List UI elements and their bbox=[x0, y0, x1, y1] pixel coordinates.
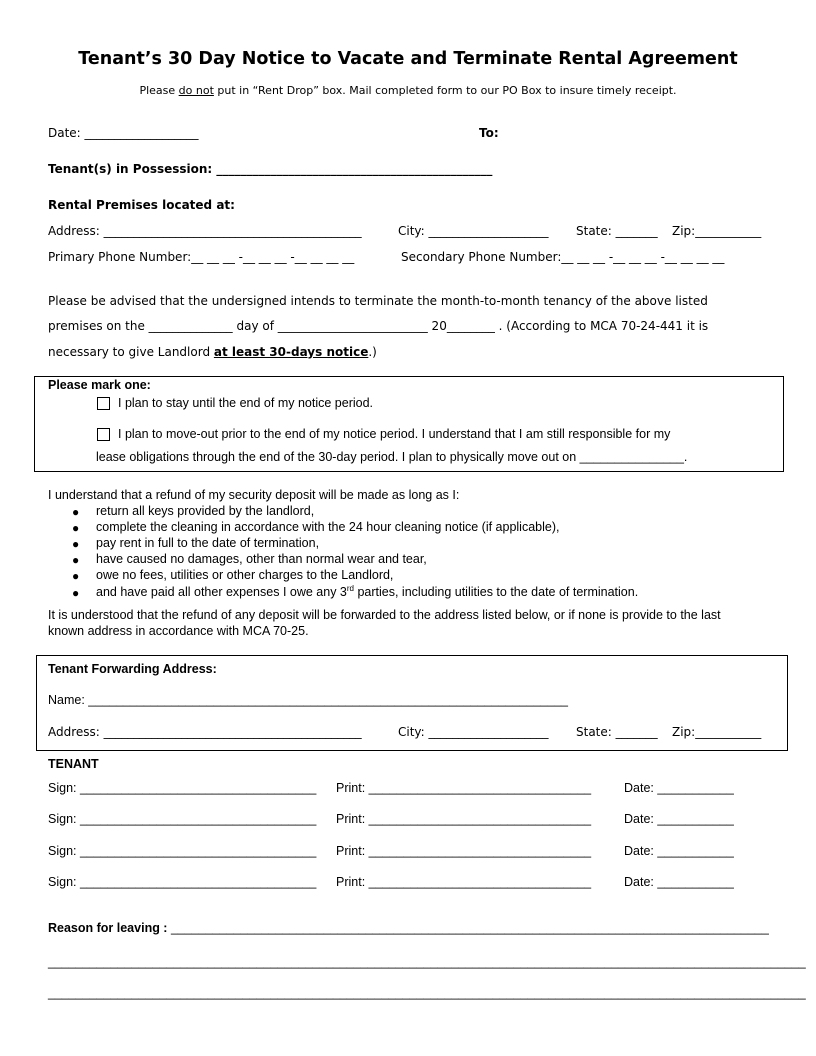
reason-line-1[interactable] bbox=[48, 921, 769, 935]
bullet-icon: ● bbox=[72, 521, 80, 535]
subtitle-post: put in “Rent Drop” box. Mail completed form to our PO Box to insure timely receipt. bbox=[213, 84, 677, 97]
sign-field[interactable]: Sign: __________________________________ bbox=[48, 844, 317, 858]
tenants-in-possession-field[interactable]: Tenant(s) in Possession: ______________________________________________ bbox=[48, 162, 493, 176]
deposit-item-last-post: parties, including utilities to the date of termination. bbox=[354, 585, 639, 600]
signature-date-field[interactable]: Date: ___________ bbox=[624, 844, 734, 858]
address-field[interactable]: Address: ___________________________________________ bbox=[48, 224, 362, 238]
stay-until-end-checkbox[interactable] bbox=[97, 397, 110, 410]
secondary-phone-field[interactable]: Secondary Phone Number:__ __ __ -__ __ __ -__ __ __ __ bbox=[401, 250, 725, 264]
advisory-line-3-post: .) bbox=[368, 345, 377, 359]
print-field[interactable]: Print: ________________________________ bbox=[336, 781, 592, 795]
deposit-intro: I understand that a refund of my security deposit will be made as long as I: bbox=[48, 488, 460, 502]
deposit-item: pay rent in full to the date of termination, bbox=[96, 536, 320, 550]
option-stay-label: I plan to stay until the end of my notice period. bbox=[118, 396, 374, 410]
forwarding-address-field[interactable]: Address: ___________________________________________ bbox=[48, 725, 362, 739]
primary-phone-field[interactable]: Primary Phone Number:__ __ __ -__ __ __ -__ __ __ __ bbox=[48, 250, 355, 264]
reason-blank[interactable]: ______________________________________________________________________________________ bbox=[170, 921, 769, 935]
advisory-line-3 bbox=[48, 345, 377, 359]
subtitle-pre: Please bbox=[139, 84, 179, 97]
sign-field[interactable]: Sign: __________________________________ bbox=[48, 875, 317, 889]
forwarding-heading: Tenant Forwarding Address: bbox=[48, 662, 217, 676]
signature-date-field[interactable]: Date: ___________ bbox=[624, 875, 734, 889]
signature-date-field[interactable]: Date: ___________ bbox=[624, 781, 734, 795]
bullet-icon: ● bbox=[72, 569, 80, 583]
reason-line-2[interactable]: _____________________________________________________________________________________________________________ bbox=[48, 955, 806, 969]
refund-line-1: It is understood that the refund of any deposit will be forwarded to the address listed below, or if none is provide to the last bbox=[48, 608, 721, 622]
subtitle-emphasis: do not bbox=[178, 84, 214, 97]
refund-line-2: known address in accordance with MCA 70-25. bbox=[48, 624, 309, 638]
print-field[interactable]: Print: ________________________________ bbox=[336, 875, 592, 889]
advisory-emphasis: at least 30-days notice bbox=[213, 345, 369, 359]
bullet-icon: ● bbox=[72, 586, 80, 600]
move-out-early-checkbox[interactable] bbox=[97, 428, 110, 441]
deposit-item: return all keys provided by the landlord, bbox=[96, 504, 315, 518]
forwarding-city-field[interactable]: City: ____________________ bbox=[398, 725, 549, 739]
signature-date-field[interactable]: Date: ___________ bbox=[624, 812, 734, 826]
deposit-item-last bbox=[96, 584, 638, 599]
print-field[interactable]: Print: ________________________________ bbox=[336, 812, 592, 826]
bullet-icon: ● bbox=[72, 505, 80, 519]
state-field[interactable]: State: _______ bbox=[576, 224, 658, 238]
sign-field[interactable]: Sign: __________________________________ bbox=[48, 781, 317, 795]
bullet-icon: ● bbox=[72, 537, 80, 551]
page-subtitle bbox=[0, 84, 816, 97]
forwarding-zip-field[interactable]: Zip:___________ bbox=[672, 725, 762, 739]
sign-field[interactable]: Sign: __________________________________ bbox=[48, 812, 317, 826]
advisory-line-1: Please be advised that the undersigned intends to terminate the month-to-month tenancy of the above listed bbox=[48, 294, 708, 308]
deposit-item: have caused no damages, other than normal wear and tear, bbox=[96, 552, 427, 566]
tenant-signatures-heading: TENANT bbox=[48, 757, 99, 771]
option-move-out-label-2[interactable]: lease obligations through the end of the 30-day period. I plan to physically move out on _______________. bbox=[96, 450, 688, 464]
deposit-item: complete the cleaning in accordance with the 24 hour cleaning notice (if applicable), bbox=[96, 520, 560, 534]
date-field[interactable]: Date: ___________________ bbox=[48, 126, 199, 140]
reason-label: Reason for leaving : bbox=[48, 921, 171, 935]
advisory-line-3-pre: necessary to give Landlord bbox=[48, 345, 214, 359]
mark-one-heading: Please mark one: bbox=[48, 378, 151, 392]
forwarding-name-field[interactable]: Name: _____________________________________________________________________ bbox=[48, 693, 568, 707]
ordinal-suffix: rd bbox=[346, 584, 354, 593]
rental-premises-heading: Rental Premises located at: bbox=[48, 198, 235, 212]
option-move-out-label-1: I plan to move-out prior to the end of my notice period. I understand that I am still responsible for my bbox=[118, 427, 671, 441]
zip-field[interactable]: Zip:___________ bbox=[672, 224, 762, 238]
reason-line-3[interactable]: _____________________________________________________________________________________________________________ bbox=[48, 986, 806, 1000]
forwarding-state-field[interactable]: State: _______ bbox=[576, 725, 658, 739]
city-field[interactable]: City: ____________________ bbox=[398, 224, 549, 238]
deposit-item: owe no fees, utilities or other charges to the Landlord, bbox=[96, 568, 394, 582]
page-title: Tenant’s 30 Day Notice to Vacate and Terminate Rental Agreement bbox=[78, 49, 738, 69]
deposit-item-last-pre: and have paid all other expenses I owe any 3 bbox=[96, 585, 347, 600]
to-label: To: bbox=[479, 126, 499, 140]
bullet-icon: ● bbox=[72, 553, 80, 567]
advisory-line-2[interactable]: premises on the ______________ day of _________________________ 20________ . (According to MCA 70-24-441 it is bbox=[48, 319, 709, 333]
print-field[interactable]: Print: ________________________________ bbox=[336, 844, 592, 858]
